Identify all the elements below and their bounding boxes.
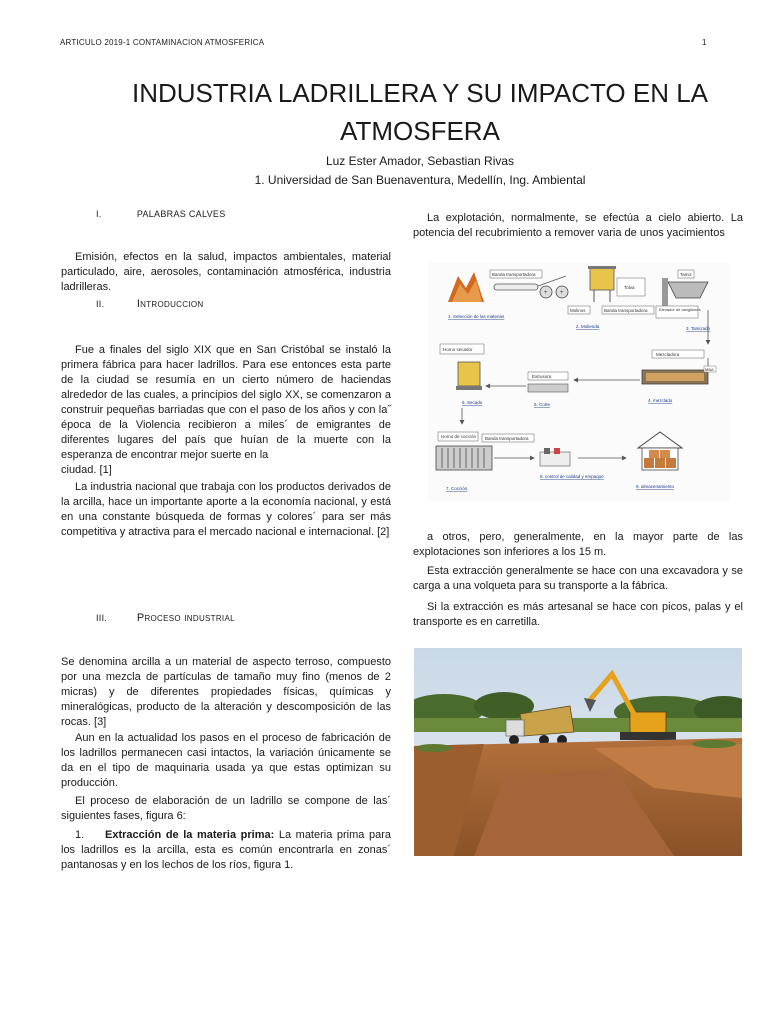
right-paragraph-2: a otros, pero, generalmente, en la mayor parte de las explotaciones son inferiores a los 15 m.: [413, 531, 743, 558]
hopper-icon: [588, 266, 616, 302]
diagram-label: Horno secador: [443, 347, 473, 352]
diagram-label: Banda transportadora: [492, 272, 536, 277]
list-number: 1.: [75, 829, 85, 841]
step-label: 2. Molienda: [576, 324, 600, 329]
conveyor-icon: [494, 284, 538, 290]
process-list-item-1: [61, 828, 391, 873]
authors: Luz Ester Amador, Sebastian Rivas: [325, 154, 515, 168]
kiln-icon: [436, 446, 492, 470]
svg-text:MBA: MBA: [705, 367, 714, 372]
process-paragraph-3: El proceso de elaboración de un ladrillo se compone de las´ siguientes fases, figura 6:: [61, 795, 391, 822]
diagram-label: Mezcladora: [656, 352, 680, 357]
right-paragraph-1: La explotación, normalmente, se efectúa a cielo abierto. La potencia del recubrimiento a remover varia de unos yacimientos: [413, 212, 743, 239]
diagram-label: Extrusora: [532, 374, 552, 379]
warehouse-icon: [638, 432, 682, 470]
process-paragraph-2: Aun en la actualidad los pasos en el proceso de fabricación de los ladrillos permanecen casi intactos, la variación únicamente se da en el tipo de maquinaria usada ya que estas optimizan su producción.: [61, 732, 391, 789]
quality-control-icon: [540, 448, 570, 466]
list-item-heading: Extracción de la materia prima:: [105, 829, 275, 841]
section-heading-intro: [61, 298, 391, 310]
section-name: Proceso industrial: [136, 612, 235, 624]
section-number: II.: [96, 299, 105, 309]
diagram-label: Tolva: [624, 285, 635, 290]
svg-text:Tamiz: Tamiz: [680, 272, 692, 277]
step-label: 1. Selección de las materias: [448, 314, 505, 319]
right-paragraph-4: Si la extracción es más artesanal se hace con picos, palas y el transporte es en carretilla.: [413, 601, 743, 628]
sieve-icon: [662, 270, 708, 308]
svg-text:+: +: [544, 290, 548, 296]
section-number: III.: [96, 613, 108, 623]
svg-text:+: +: [560, 290, 564, 296]
diagram-label: Horno de cocción: [441, 434, 477, 439]
diagram-label: Banda transportadora: [604, 308, 648, 313]
diagram-label: Banda transportadora: [485, 436, 529, 441]
dryer-icon: [456, 362, 482, 390]
step-label: 5. Corte: [534, 402, 551, 407]
section-name: PALABRAS CALVES: [136, 209, 226, 219]
step-label: 7. Cocción: [446, 486, 468, 491]
right-paragraph-3: Esta extracción generalmente se hace con una excavadora y se carga a una volqueta para su transporte a la fábrica.: [413, 565, 743, 592]
raw-materials-icon: [448, 272, 484, 302]
mill-icon: [540, 286, 568, 298]
step-label: 3. Tamizado: [686, 326, 711, 331]
mixer-icon: [642, 366, 716, 384]
step-label: 6. Secado: [462, 400, 483, 405]
step-label: 8. control de calidad y empaque: [540, 474, 604, 479]
excavation-photo: [414, 648, 742, 856]
affiliation: 1. Universidad de San Buenaventura, Medellín, Ing. Ambiental: [254, 173, 586, 187]
step-label: 9. almacenamiento: [636, 484, 675, 489]
step-label: 4. mezclado: [648, 398, 673, 403]
intro-paragraph-2: La industria nacional que trabaja con los productos derivados de la arcilla, hace un importante aporte a la economía nacional, y está en una constante búsqueda de formas y colores´ para ser más competitiva y atractiva para el mercado nacional e internacional. [2]: [61, 481, 391, 538]
paper-title: INDUSTRIA LADRILLERA Y SU IMPACTO EN LA ATMOSFERA: [131, 78, 709, 146]
section-heading-process: [61, 612, 391, 624]
intro-paragraph-1-end: ciudad. [1]: [61, 464, 112, 476]
process-paragraph-1: Se denomina arcilla a un material de aspecto terroso, compuesto por una mezcla de partículas de tamaño muy fino (menos de 2 micras) y de diferentes propiedades físicas, químicas y mineralógicas, producto de la alteración y descomposición de las rocas. [3]: [61, 656, 391, 728]
section-name: Introduccion: [136, 298, 204, 310]
list-item-text: La materia prima para los ladrillos es la arcilla, esta es común encontrarla en zonas´ pantanosas y en los lechos de los ríos, figura 1.: [61, 829, 391, 871]
intro-paragraph-1: Fue a finales del siglo XIX que en San Cristóbal se instaló la primera fábrica para hacer ladrillos. Para ese entonces esta parte de la ciudad se resumía en un cierto número de haciendas alrededor de las cuales, a principios del siglo XX, se comenzaron a construir pequeñas barriadas que con el paso de los años y con la˝ época de la Violencia recibieron a miles´ de emigrantes de diferentes lugares del país que huían de la muerte con la esperanza de encontrar mejor suerte en la: [61, 344, 391, 461]
keywords-paragraph: Emisión, efectos en la salud, impactos ambientales, material particulado, aire, aerosoles, contaminación atmosférica, industria ladrilleras.: [61, 251, 391, 293]
section-heading-keywords: [61, 209, 391, 219]
process-diagram: [428, 262, 730, 502]
section-number: I.: [96, 209, 102, 219]
running-header: ARTICULO 2019-1 CONTAMINACION ATMOSFERICA: [60, 38, 265, 47]
diagram-label: Molinos: [570, 308, 586, 313]
page-number: 1: [702, 38, 707, 47]
diagram-label: Elevador de cangilones: [659, 307, 701, 312]
cutter-icon: [528, 384, 568, 392]
